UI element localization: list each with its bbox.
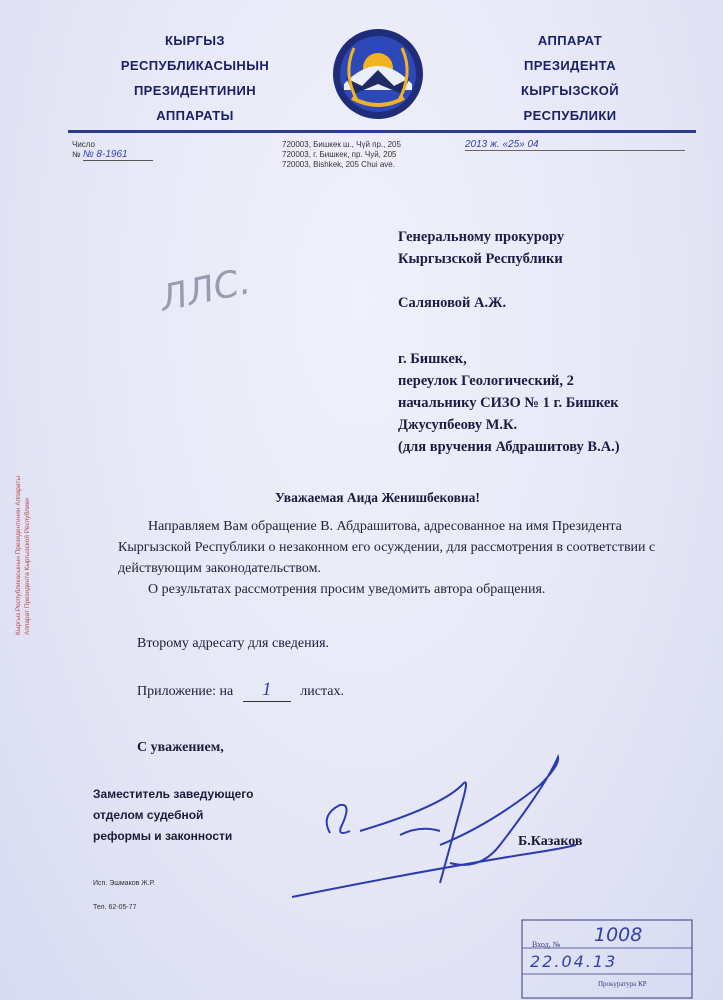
addressee-line: Кыргызской Республики [398,251,563,267]
state-emblem-icon [332,28,424,120]
letterhead-kyrgyz [90,28,300,128]
letterhead-line: КЫРГЫЗСКОЙ [520,83,620,98]
closing-regards: С уважением, [137,740,224,755]
attachment-prefix: Приложение: на [137,684,234,699]
executor-line: Исп. Эшмаков Ж.Р. [93,880,155,887]
registration-stamp [502,918,702,1000]
number-label-2: № [72,150,81,159]
addressee-line: Генеральному прокурору [398,229,565,245]
letter-body [118,516,678,600]
number-value: № 8-1961 [83,150,153,161]
addressee-block [398,226,708,458]
letterhead-address [282,140,452,170]
addressee-name: Саляновой А.Ж. [398,295,507,311]
signer-name: Б.Казаков [518,834,583,849]
addressee-line: переулок Геологический, 2 [398,373,574,389]
letterhead-line: ПРЕЗИДЕНТИНИН [133,83,257,98]
number-label: Число [72,140,96,149]
executor-phone: Тел. 62-05-77 [93,904,137,911]
addressee-line: г. Бишкек, [398,351,467,367]
letterhead-russian [495,28,645,128]
handwritten-signature [290,745,583,905]
body-paragraph: Направляем Вам обращение В. Абдрашитова, адресованное на имя Президента Кыргызской Республики о незаконном его осуждении, для рассмотрения в соответствии с действующим законодательством. [118,519,656,576]
position-line: отделом судебной [93,808,204,822]
side-stamp-line: Аппарат Президента Кыргызской Республики [24,498,31,635]
letterhead-line: ПРЕЗИДЕНТА [523,58,616,73]
letterhead-divider [68,130,696,133]
attachment-pages: 1 [243,679,291,702]
second-addressee-note: Второму адресату для сведения. [137,636,330,651]
side-stamp [14,395,34,635]
attachment-line [137,679,344,702]
address-line: 720003, г. Бишкек, пр. Чуй, 205 [282,150,397,159]
stamp-org: Прокуратура КР [598,980,647,988]
letterhead-line: РЕСПУБЛИКИ [523,108,617,123]
position-line: реформы и законности [93,829,233,843]
letterhead-line: АППАРАТ [537,33,603,48]
attachment-suffix: листах. [300,684,344,699]
letterhead-line: АППАРАТЫ [156,108,234,123]
position-line: Заместитель заведующего [93,787,254,801]
signatory-position [93,784,253,847]
side-stamp-line: Кыргыз Республикасынын Президентинин Аппараты [15,475,22,635]
addressee-line: Джусупбеову М.К. [398,417,518,433]
addressee-line: начальнику СИЗО № 1 г. Бишкек [398,395,619,411]
handwritten-note: ЛЛС. [156,261,255,320]
address-line: 720003, Bishkek, 205 Chui ave. [282,160,395,169]
stamp-date: 22.04.13 [530,952,618,971]
stamp-number: 1008 [594,924,643,946]
stamp-label: Вход. № [532,940,561,949]
outgoing-number [72,140,192,161]
addressee-line: (для вручения Абдрашитову В.А.) [398,439,620,455]
executor-info [93,872,155,920]
address-line: 720003, Бишкек ш., Чүй пр., 205 [282,140,401,149]
salutation: Уважаемая Аида Женишбековна! [275,490,480,505]
letterhead-line: КЫРГЫЗ [165,33,225,48]
letter-date: 2013 ж. «25» 04 [465,140,685,151]
letterhead-line: РЕСПУБЛИКАСЫНЫН [120,58,270,73]
body-paragraph: О результатах рассмотрения просим уведомить автора обращения. [148,582,546,597]
